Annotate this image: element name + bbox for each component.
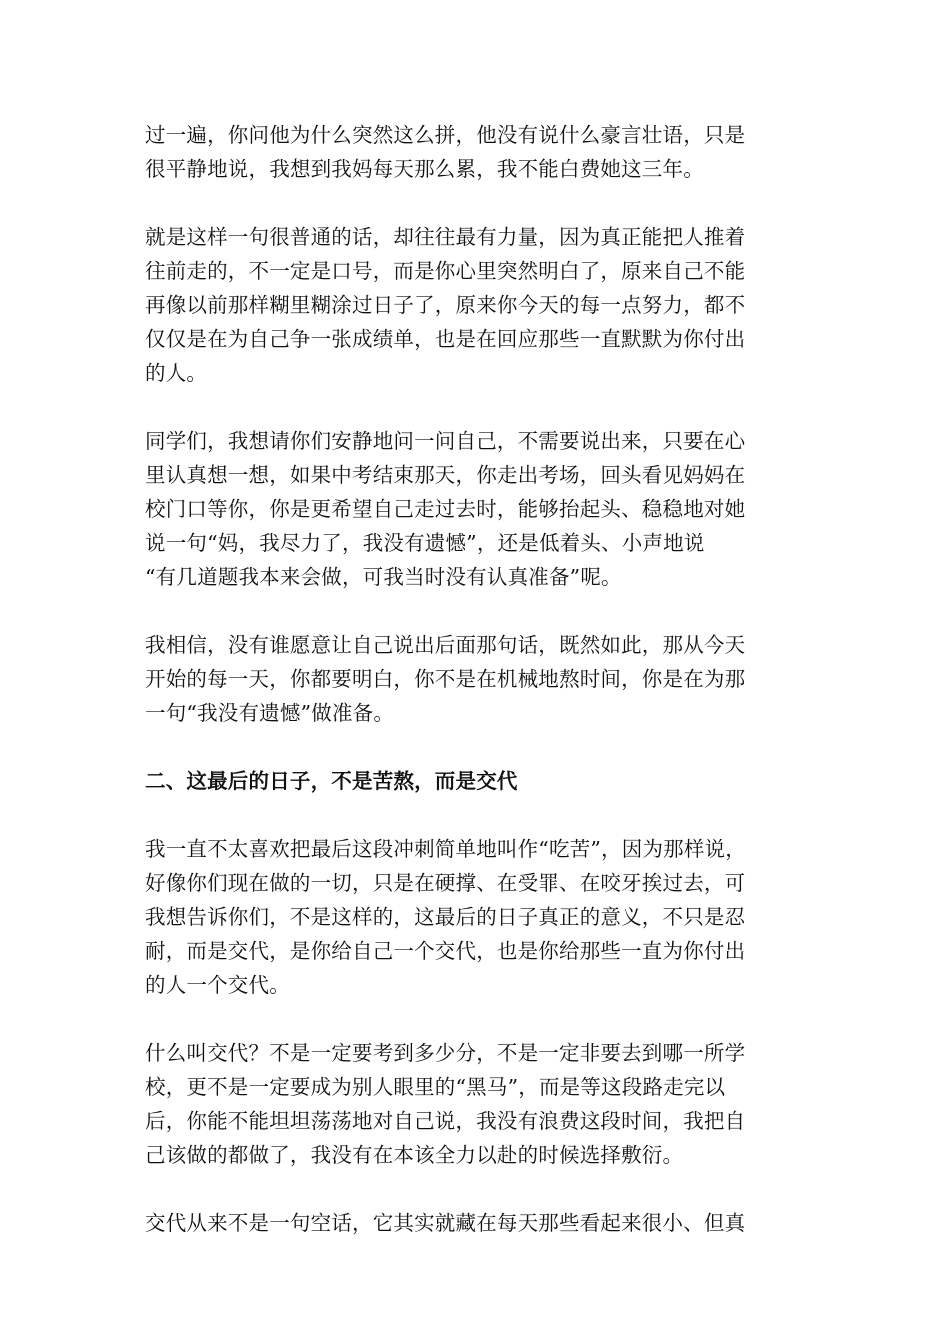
paragraph-3 xyxy=(145,424,805,594)
text-line: 的人一个交代。 xyxy=(145,973,290,997)
paragraph-6 xyxy=(145,1036,805,1172)
text-line: 里认真想一想，如果中考结束那天，你走出考场，回头看见妈妈在 xyxy=(145,463,746,487)
text-line: “有几道题我本来会做，可我当时没有认真准备”呢。 xyxy=(145,565,622,589)
paragraph-5 xyxy=(145,832,805,1002)
paragraph-1 xyxy=(145,118,805,186)
text-line: 说一句“妈，我尽力了，我没有遗憾”，还是低着头、小声地说 xyxy=(145,531,705,555)
text-line: 交代从来不是一句空话，它其实就藏在每天那些看起来很小、但真 xyxy=(145,1211,746,1235)
text-line: 校门口等你，你是更希望自己走过去时，能够抬起头、稳稳地对她 xyxy=(145,497,746,521)
heading-text: 二、这最后的日子，不是苦熬，而是交代 xyxy=(145,769,518,793)
text-line: 同学们，我想请你们安静地问一问自己，不需要说出来，只要在心 xyxy=(145,429,746,453)
text-line: 再像以前那样糊里糊涂过日子了，原来你今天的每一点努力，都不 xyxy=(145,293,746,317)
text-line: 好像你们现在做的一切，只是在硬撑、在受罪、在咬牙挨过去，可 xyxy=(145,871,746,895)
paragraph-2 xyxy=(145,220,805,390)
document-body xyxy=(145,118,805,1274)
section-heading xyxy=(145,764,805,798)
text-line: 过一遍，你问他为什么突然这么拼，他没有说什么豪言壮语，只是 xyxy=(145,123,746,147)
text-line: 很平静地说，我想到我妈每天那么累，我不能白费她这三年。 xyxy=(145,157,704,181)
text-line: 开始的每一天，你都要明白，你不是在机械地熬时间，你是在为那 xyxy=(145,667,746,691)
text-line: 耐，而是交代，是你给自己一个交代，也是你给那些一直为你付出 xyxy=(145,939,746,963)
text-line: 的人。 xyxy=(145,361,208,385)
text-line: 后，你能不能坦坦荡荡地对自己说，我没有浪费这段时间，我把自 xyxy=(145,1109,746,1133)
text-line: 我想告诉你们，不是这样的，这最后的日子真正的意义，不只是忍 xyxy=(145,905,746,929)
text-line: 我相信，没有谁愿意让自己说出后面那句话，既然如此，那从今天 xyxy=(145,633,746,657)
text-line: 往前走的，不一定是口号，而是你心里突然明白了，原来自己不能 xyxy=(145,259,746,283)
text-line: 一句“我没有遗憾”做准备。 xyxy=(145,701,395,725)
text-line: 我一直不太喜欢把最后这段冲刺简单地叫作“吃苦”，因为那样说， xyxy=(145,837,746,861)
text-line: 己该做的都做了，我没有在本该全力以赴的时候选择敷衍。 xyxy=(145,1143,684,1167)
paragraph-4 xyxy=(145,628,805,730)
paragraph-7 xyxy=(145,1206,805,1240)
text-line: 仅仅是在为自己争一张成绩单，也是在回应那些一直默默为你付出 xyxy=(145,327,746,351)
text-line: 什么叫交代？不是一定要考到多少分，不是一定非要去到哪一所学 xyxy=(145,1041,746,1065)
text-line: 校，更不是一定要成为别人眼里的“黑马”，而是等这段路走完以 xyxy=(145,1075,726,1099)
text-line: 就是这样一句很普通的话，却往往最有力量，因为真正能把人推着 xyxy=(145,225,746,249)
